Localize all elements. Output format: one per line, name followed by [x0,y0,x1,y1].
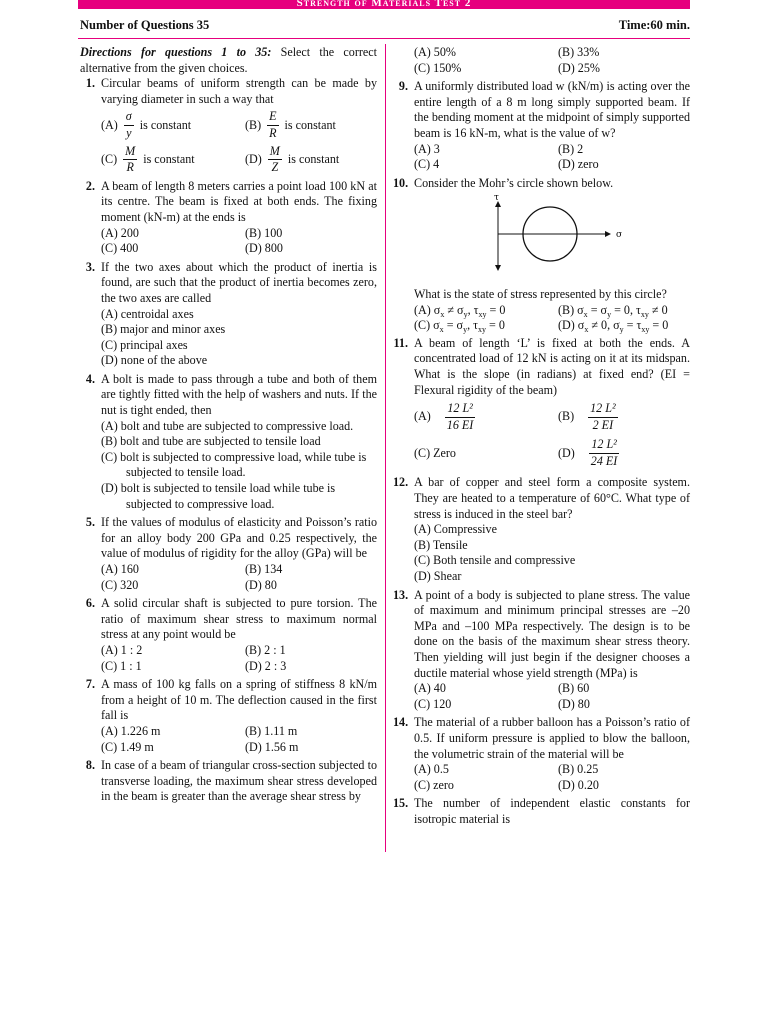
header-rule [78,38,690,39]
question-10-options: (A) $\sigma_x \ne \sigma_y$, $\tau_{xy} = 0$ (B) $\sigma_x = \sigma_y = 0$, $\tau_{xy} \ne 0$ (C) $\sigma_x = \sigma_y$, $\tau_{xy} = 0$ (D) $\sigma_x \ne 0$, $\sigma_y = \tau_{xy} = 0$ [414,302,669,335]
question-6: 6. A solid circular shaft is subjected to pure torsion. The ratio of maximum shear stress to maximum normal stress at any point would be (A) 1 : 2 (B) 2 : 1 (C) 1 : 1 (D) 2 : 3 [85,596,377,673]
question-1: 1. Circular beams of uniform strength can be made by varying diameter in such a way that (A) $\frac{\sigma}{y}$ is constant (B) $\frac{E}{R}$ is constant (C) $\frac{M}{R}$ is constant (D) $\frac{M}{Z}$ is constant [85,76,377,175]
question-8: 8. In case of a beam of triangular cross-section subjected to transverse loading, the maximum shear stress developed in the beam is greater than the average shear stress by [85,758,377,804]
right-column [393,45,690,828]
question-3: 3. If the two axes about which the product of inertia is found, are such that the product of inertia becomes zero, the two axes are called (A) centroidal axes (B) major and minor axes (C) principal axes (D) none of the above [85,259,377,368]
question-12: 12. A bar of copper and steel form a composite system. They are heated to a temperature of 60°C. What type of stress is induced in the steel bar? (A) Compressive (B) Tensile (C) Both tensile and compressive (D) Shear [393,475,690,584]
left-column [80,45,377,805]
question-7: 7. A mass of 100 kg falls on a spring of stiffness 8 kN/m from a height of 10 m. The deflection caused in the first fall is (A) 1.226 m (B) 1.11 m (C) 1.49 m (D) 1.56 m [85,677,377,754]
mohrs-circle-diagram [414,194,654,278]
question-13: 13. A point of a body is subjected to plane stress. The value of maximum and minimum principal stresses are –20 MPa and –100 MPa respectively. The design is to be done on the basis of the maximum shear stress theory. Then yielding will just begin if the designer chooses a ductile material whose yield strength (MPa) is (A) 40 (B) 60 (C) 120 (D) 80 [393,587,690,711]
test-title-banner: Strength of Materials Test 2 [78,0,690,9]
time-limit: Time:60 min. [618,18,690,32]
questions-count: Number of Questions 35 [80,18,210,32]
question-11: 11. A beam of length ‘L’ is fixed at both the ends. A concentrated load of 12 kN is acting on it at its midspan. What is the slope (in radians) at fixed end? (EI = Flexural rigidity of the beam) (A) $\frac{\text{12 L²}}{16 EI}$ (B) $\frac{\text{12 L²}}{2 EI}$ (C) Zero (D) $\frac{\text{12 L²}}{24 EI}$ [393,335,690,468]
question-2: 2. A beam of length 8 meters carries a point load 100 kN at its centre. The beam is fixed at both ends. The fixing moment (kN-m) at the ends is (A) 200 (B) 100 (C) 400 (D) 800 [85,178,377,256]
question-5: 5. If the values of modulus of elasticity and Poisson’s ratio for an alloy body 200 GPa and 0.25 respectively, the value of modulus of rigidity for the alloy (GPa) will be (A) 160 (B) 134 (C) 320 (D) 80 [85,515,377,592]
question-14: 14. The material of a rubber balloon has a Poisson’s ratio of 0.5. If uniform pressure is applied to blow the balloon, the volumetric strain of the material will be (A) 0.5 (B) 0.25 (C) zero (D) 0.20 [393,715,690,792]
question-8-options: (A) 50% (B) 33% (C) 150% (D) 25% [414,45,600,75]
question-15: 15. The number of independent elastic constants for isotropic material is [393,796,690,826]
question-9: 9. A uniformly distributed load w (kN/m) is acting over the entire length of a 8 m long simply supported beam. If the bending moment at the midpoint of simply supported beam is 16 kN-m, what is the value of w? (A) 3 (B) 2 (C) 4 (D) zero [398,79,690,172]
sigma-label: σ [616,230,623,241]
directions: Directions for questions 1 to 35: Select the correct alternative from the given choices. [80,45,377,75]
question-4: 4. A bolt is made to pass through a tube and both of them are tightly fitted with the help of washers and nuts. If the nut is tight ended, then (A) bolt and tube are subjected to compressive load. (B) bolt and tube are subjected to tensile load (C) bolt is subjected to compressive load, while tube is subjected to tensile load. (D) bolt is subjected to tensile load while tube is subjected to compressive load. [85,371,377,511]
column-divider [385,44,386,852]
question-10: 10. Consider the Mohr’s circle shown below. τ σ What is the state of stress represented by this circle? (A) $\sigma_x \ne \sigma_y$, $\tau_{xy} = 0$ (B) $\sigma_x = \sigma_y = 0$, $\tau_{xy} \ne 0$ (C) $\sigma_x = \sigma_y$, $\tau_{xy} = 0$ (D) $\sigma_x \ne 0$, $\sigma_y = \tau_{xy} = 0$ [393,176,690,334]
tau-label: τ [494,194,499,204]
question-10-prompt: What is the state of stress represented by this circle? [414,286,667,301]
